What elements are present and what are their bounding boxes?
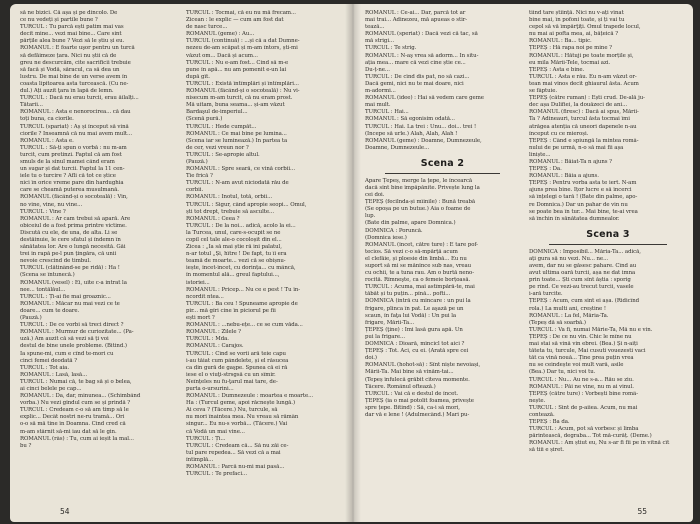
text-line: copil cel tale ale-o cocoloșit din el... <box>186 237 282 243</box>
text-line: ai cinci belele pe cap... <box>20 385 82 392</box>
text-line: TURCUL : Mda. <box>186 336 229 343</box>
text-line: smuls de la sinul mamei când eram <box>20 158 115 165</box>
text-line: ROMÂNUL : Măcar nu mai vezi ce te <box>20 300 120 307</box>
text-line: (Incepe să urle.) Alah, Alah, Alah ! <box>365 130 458 137</box>
text-line: să defăimeze țara. Nici nu știi că de <box>20 52 117 59</box>
text-line: TURCUL : Ți... <box>186 435 226 442</box>
text-line: TURCUL (spariat) : Aș și început să vină <box>20 123 129 130</box>
text-line: n-ar totul „Și, hître ! De fapt, tu îi era <box>186 251 287 258</box>
text-line: (Bea.) Dar tu, nici voi tu. <box>529 369 596 376</box>
text-line: după gît. <box>186 73 210 80</box>
text-line: să înțelegi o tară ! (Bate din palme, apo- <box>529 194 638 201</box>
text-line: ROMÂNUL : Pricep... Nu ce e pest ! Tu în- <box>186 286 301 293</box>
text-line: ROMÂNUL : Da, dar, minunea... (Schimbând <box>20 393 141 400</box>
text-line: purta o-ursurini... <box>186 385 234 392</box>
text-line: TURCUL : Va fi, numai Mărie-Ta, Mă nu e vin. <box>529 326 653 333</box>
text-line: dar vă e lene ! (Adulmecând.) Mari pu- <box>365 411 470 418</box>
text-line: TURCUL : De ce vorbi să treci direct ? <box>20 322 124 329</box>
text-line: ȚEPEȘ : Ba da. <box>529 419 570 426</box>
text-line: ROMÂNUL (speriat) : Dacă vezi că tac, să <box>365 31 478 38</box>
text-line: ca din gură de gaşpe. Spunea că ei ră <box>186 364 288 371</box>
text-line: cinci femei deodată ? <box>20 357 78 364</box>
text-line: Tăcere. Românul oftează.) <box>365 383 436 390</box>
text-line: DOMNICA : Imposibil... Măria-Ta... adică, <box>529 248 641 255</box>
text-line: spre țepe. Bitind) : Să, ca-i să mori, <box>365 404 460 411</box>
text-line: ROMÂNUL (vesel) : Ei, uite c-a intrat la <box>20 279 127 286</box>
text-column <box>20 10 178 492</box>
text-line: părțile alea bune ? Vezi să le știu și eu. <box>20 38 125 45</box>
text-line: sănătatea lor. Are o lungă necesită. Găi <box>20 244 126 251</box>
text-line: TURCUL : Nu... Au ne s-a... Rău se ziu. <box>529 376 634 383</box>
text-line: ajuns prea bine. Ițor lucre e să încerci <box>529 187 632 194</box>
text-line: TURCUL : Dacă nu erau turcii, erau ăilalți... <box>20 95 139 102</box>
text-line: greu ne descurcăm, cite sacrificii trebuie <box>20 59 131 66</box>
text-line: se fâptuie. <box>529 88 558 95</box>
text-line: de cer, vezi vreun nor ? <box>186 144 249 151</box>
text-line: i-ară turcite. <box>529 291 563 298</box>
text-line: ROMÂNUL : Parcă nu-mi mai pasă... <box>186 464 285 470</box>
text-line: ȚEPEȘ : Acum, cum sint ei așa. (Ridicînd <box>529 298 640 305</box>
text-line: ROMÂNUL : Zilele ? <box>186 329 241 336</box>
text-line: TURCUL : Sint de p-aiiea. Acum, nu mai <box>529 404 638 411</box>
text-line: ȚEPEȘ : De ce nu vin. Chic le mîne nu <box>529 333 632 340</box>
text-line: nevoie crescind de timbul. <box>20 258 91 265</box>
text-column <box>365 10 520 492</box>
text-line: Ai ceva ? (Tăcere.) Nu, turcule, să <box>186 407 278 414</box>
text-line: ROMÂNUL : ...nebu-ețe... ce se cum văda... <box>186 322 303 329</box>
text-line: scaun, în faţa lui Vodă) : Un pui la <box>365 312 457 319</box>
scene-heading: Scena 3 <box>586 228 630 240</box>
text-line: Bardaşul de-imperiul... <box>186 109 248 116</box>
text-line: ști tot drept, trebuie să asculte... <box>186 208 274 215</box>
text-line: dul.) Ați auzit ţara în lapă de lemn. <box>20 88 114 95</box>
text-line: tăbăt și tu puțin... pînă... pofti... <box>365 291 451 298</box>
text-line: să ne bizici. Că așa și pe dincolo. De <box>20 10 118 16</box>
text-line: nee... tontălăul... <box>20 286 66 293</box>
text-line: coasta lipitoarea asta turcească. (Cu ne- <box>20 80 129 87</box>
text-line: (Pauză.) <box>20 315 42 322</box>
text-line: ȚEPEȘ (către ruman) : Ești crud. De-ală ju- <box>529 95 645 102</box>
text-line: TURCUL : N-am avut niciodată rău de <box>186 180 289 187</box>
text-line: ȚEPEȘ : Da. <box>529 166 562 173</box>
text-line: ROMÂNUL : Asta e nenorocirea... că dau <box>20 109 131 116</box>
text-line: ROMÂNUL (idee) : Hai să vedem care geme <box>365 95 484 102</box>
text-line: TURCUL : Acum, pot să vorbesc și limba <box>529 426 639 433</box>
text-line: Tătarii... <box>20 102 43 109</box>
text-line: Neînțeles nu fu-ţarul mai tare, de- <box>186 378 278 385</box>
text-line: TURCUL : Vine ? <box>20 208 66 215</box>
text-line: ROMÂNUL : Hătuji pe toate morțile și, <box>529 52 634 59</box>
text-line: TURCUL : Cînd se vorii ară teie capu <box>186 350 286 357</box>
text-line: mai trai... Adinezeu, mă apueas o stir- <box>365 17 468 24</box>
text-column <box>186 10 348 492</box>
text-line: TURCUL : Hede cumpăt... <box>186 123 257 130</box>
text-line: ce nu vedeți și partile bune ? <box>20 17 98 24</box>
text-line: un sugar și dat turcii. Faptul la 11 cen- <box>20 166 125 173</box>
text-line: ȚEPEȘ : Când e spiungă la mintea româ- <box>529 137 639 144</box>
scene-rule <box>385 173 500 174</box>
text-line: ROMÂNUL : Păi ne vine, nu m ai vinul. <box>529 383 634 390</box>
text-line: ROMÂNUL (încet, către ture) : E tare pof- <box>365 241 478 248</box>
book-gutter <box>345 4 361 522</box>
text-line: tul pare repedea... Să vezi că a mai <box>186 449 281 456</box>
text-line: ROMÂNUL (fâcând-și o socoteală) : Nu vi- <box>186 88 300 95</box>
text-line: tean mai vînos decît ghiaurul ăsta. Acum <box>529 80 639 87</box>
text-line: nezeu de-am scăpat și m-am întors, ști-mi <box>186 45 298 52</box>
text-line: ROMÂNUL : Ceea ? <box>186 215 240 222</box>
text-line: pir... mă gîri cine în piciorul pe fii <box>186 307 276 314</box>
text-line: părintească, degraba... Tot mă-curăț. (Deme.) <box>529 433 652 440</box>
text-line: atrăgea atenția că uneori dapenele n-au <box>529 123 637 130</box>
text-line: ROMÂNUL : Băiat-Ta n ajuns ? <box>529 158 612 165</box>
text-line: TURCUL : De la noi... adică, acolo la ei... <box>186 222 296 229</box>
text-line: se poate bea în tur... Mai bine, te-ai vrea <box>529 208 638 215</box>
text-line: corbii. <box>186 187 204 194</box>
text-line: destul de bine unele probleme. (Bitind.) <box>20 343 127 350</box>
text-line: (Tepeș înfulecă grăbit cîteva momente. <box>365 376 470 383</box>
text-line: ROMÂNUL : N-aş vrea să adorm... În situ- <box>365 52 479 59</box>
text-line: Tie frică ? <box>186 173 213 180</box>
text-line: Mă uitam, buna seama... și-am văzut <box>186 102 285 109</box>
text-line: ROMÂNUL (geme) : Doamne, Dumnezeule, <box>365 137 482 144</box>
text-line: m-adormi... <box>365 88 396 95</box>
text-line: DOMNICA (intră cu mîncare : un pui la <box>365 298 471 305</box>
text-line: ROMÂNUL : Ba... tipic. <box>529 38 592 45</box>
text-line: tează... <box>365 24 385 31</box>
text-line: de nasc turce... <box>186 24 228 31</box>
text-line: să facă și Vodă, săracul, ca să dea un <box>20 66 120 73</box>
text-line: trei în rapă pe-l pun țingăra, că unii <box>20 251 117 258</box>
text-line: ROMÂNUL : Ce-ai... Dar, parcă tot ar <box>365 10 466 16</box>
left-page <box>10 4 353 522</box>
text-line: ația mea... mare că vezi cine știe ce... <box>365 59 466 66</box>
text-line: doi.) <box>365 355 377 362</box>
text-line: iele tu o turcire ? Afli că tot ce știce <box>20 173 116 180</box>
text-line: TURCUL (clătinând-se pe ridă) : Ha ! <box>20 265 120 272</box>
text-line: TURCUL : Acuma, mai astîmpără-te, mai <box>365 284 475 291</box>
text-line: ROMÂNUL : Asta e. <box>20 137 74 144</box>
text-line: TURCUL : Vai că e destul de încet. <box>365 390 459 397</box>
text-line: (Domnica iese.) <box>365 234 407 241</box>
text-line: o-o să mă tine în Doamna. Cind cred că <box>20 421 126 428</box>
text-line: re Domnica.) Dar un pahar de vin nu <box>529 201 628 208</box>
text-line: pune în apă... nu am pomenit e-un lai <box>186 66 287 73</box>
text-line: TURCUL : Ba ceu ! Spuneame apropie de <box>186 300 298 307</box>
text-line: contează. <box>529 411 555 418</box>
text-line: (Scena se întunecă.) <box>20 272 75 279</box>
text-line: tecios. Să vezi c-o să-mpărță acum <box>365 248 458 255</box>
text-line: bine mai, în pofoni toate, și ți vai tu <box>529 17 625 24</box>
text-line: ești mort ? <box>186 315 215 322</box>
text-line: frigare, Mării-Ta... <box>365 319 415 326</box>
text-line: Du-ț-ne... <box>365 66 390 73</box>
text-line: ROMÂNUL : Ar cam trebui să apară. Are <box>20 215 131 222</box>
text-line: obiceiul de a fost prima printre victime. <box>20 222 127 229</box>
text-line: ROMÂNUL (firesc) : Dacă ai spus, Mării- <box>529 109 639 116</box>
text-line: nu mori înaintea mea. Nu vreau să rămân <box>186 414 299 421</box>
text-line: TURCUL : Să-ți spun o vorbă : nu m-am <box>20 144 127 151</box>
text-line: ROMÂNUL : Ce mai bine pe lumina... <box>186 130 287 137</box>
text-line: ncordit ntea... <box>186 293 224 300</box>
text-line: TURCUL : Nu e-am fost... Cind să m-e <box>186 59 289 66</box>
text-line: Ta ? Adineauri, turcul ăsta tocmai îmi <box>529 116 630 123</box>
text-line: început cu ce mieroși. <box>529 130 589 137</box>
right-page <box>353 4 693 522</box>
text-line: care se cheamă puterea musulmană. <box>20 187 119 194</box>
text-line: mai stai să vină vin ebrei. (Bea.) Și n-aiți <box>529 341 638 348</box>
text-line: TURCUL : Asta e rău. Eu n-am văzut or- <box>529 73 637 80</box>
text-line: ROMÂNUL : Spre seară, ce vină corbii... <box>186 166 296 173</box>
text-line: TURCUL : Tu parcă ești patim mai vas <box>20 24 124 31</box>
text-line: ROMÂNUL (râs) : Tu, cum ai ieșit la mal... <box>20 435 134 442</box>
text-line: suport să mi se mănînce sub nas, vreau <box>365 263 472 269</box>
text-line: toți buna, ca ciorile. <box>20 116 74 123</box>
text-line: avem, dar nu se găsesc pahare. Cînd au <box>529 263 637 269</box>
text-line: ROMÂNUL (geme) : Au... <box>186 31 255 38</box>
text-line: no vine, vine, nu vine... <box>20 201 83 208</box>
text-line: ȚEPEȘ : Tot. Aci, cu ei. (Arată spre cei <box>365 348 469 355</box>
text-line: (Bate din palme, apare Domnica.) <box>365 220 456 227</box>
text-line: TURCUL : Hai. La trei : Unu... doi... trei ! <box>365 123 477 130</box>
text-line: TURCUL : Te strig. <box>365 45 417 52</box>
text-line: teamă de moarte... vezi că se obișnu- <box>186 258 286 265</box>
text-line: dacă sînt bine împăpănite. Privește lung la <box>365 184 480 191</box>
text-line: ROMÂNUL : Carajos. <box>186 343 244 350</box>
text-line: TURCUL : Credeam că... Să nu zăi ce- <box>186 442 289 449</box>
page-number-left: 54 <box>60 507 70 516</box>
text-line: (Tepeș dă să soarbă.) <box>529 319 586 326</box>
text-line: să închin în sănătatea dumnealor. <box>529 215 620 222</box>
text-line: TURCUL : Există întîmplări și întîmplări... <box>186 80 299 87</box>
text-line: nului de pe urmă, n-o să mai fii așa <box>529 144 624 151</box>
text-line: TURCUL : Se-apropie altul. <box>186 151 260 158</box>
text-line: turcit, cum pretinzi. Faptul că am fost <box>20 151 122 158</box>
text-line: ROMÂNUL : E foarte uşor pentru un turcă <box>20 45 135 52</box>
text-line: mai mult. <box>365 102 391 109</box>
text-line: uză.) Am auzit că să vezi să ți voi <box>20 336 109 343</box>
text-line: pe rînd. Ce vezi-au trecut turcii, vasele <box>529 284 634 291</box>
text-line: rola.) La multi ani, creștine ! <box>529 305 606 312</box>
text-line: DOMNICA : Poruncă. <box>365 227 423 234</box>
text-line: ROMÂNUL : Murmur de curiozitate... (Pa- <box>20 329 134 336</box>
text-line: Zicea : „Ia să mai știe ră ini palatul, <box>186 244 282 251</box>
text-line: eu mila Mării-Tele, tocmai azi. <box>529 59 611 66</box>
text-line: ROMÂNUL : Înotul, totă, orbii... <box>186 194 273 201</box>
text-line: (Se opoșa pe un butue.) Aia o foame de <box>365 206 471 213</box>
text-line: cu ochii, te a tuna rau. Am o burtă neno- <box>365 270 474 277</box>
text-line: frigare, plinca în pat. Le aşază pe un <box>365 305 464 312</box>
text-line: în momentul ală... greul faptului..., <box>186 272 280 279</box>
text-line: ROMÂNUL : Dumnezeule : moartea e moarte... <box>186 393 314 400</box>
text-line: ȚEPEȘ (către ture) : Vorbești bine româ- <box>529 390 638 397</box>
text-line: pui la frigare... <box>365 333 406 340</box>
text-line: tăteta tu, turcule, Mai cusuti vouezesti vaci <box>529 348 646 355</box>
text-line: Mării-Ta. Mai bine să vinăm-tai... <box>365 369 454 376</box>
text-line: ROMÂNUL : Băia a ajuns. <box>529 173 599 180</box>
scene-heading: Scena 2 <box>420 157 465 169</box>
page-number-right: 55 <box>637 507 647 516</box>
text-column <box>529 10 687 492</box>
text-line: destăinuie, le cere sfatul și îndemn în <box>20 237 121 243</box>
text-line: nu mai ai pofta mea, ai, bățeică ? <box>529 31 619 38</box>
text-line: avut ultima oară turcii, așa ne dat imna <box>529 270 636 277</box>
text-line: dec așa Dulifiei, la douăzeci de ani... <box>529 102 628 109</box>
text-line: ROMÂNUL : Lasă, lasă... <box>20 371 88 378</box>
text-line: ȚEPEȘ : Asta e bine. <box>529 66 585 73</box>
text-line: TURCUL : Te prefaci... <box>186 471 247 478</box>
text-line: să tiii e șiret. <box>529 447 564 454</box>
text-line: doare... cum te doare. <box>20 307 80 314</box>
scene-rule <box>549 244 667 245</box>
text-line: cei doi. <box>365 192 385 199</box>
text-line: (Scenă pură.) <box>186 116 223 123</box>
text-line: (Scena iar se luminează.) În partea ta <box>186 137 288 144</box>
text-line: lup. <box>365 213 376 220</box>
text-line: ȚEPEȘ : Pentru vorba asta te iert. N-am <box>529 180 637 187</box>
text-line: TURCUL : Tocmai, că eu nu mă frecam... <box>186 10 296 16</box>
text-line: tiind tare știință. Nici nu v-ați vînat <box>529 10 624 16</box>
text-line: Apare Țepeș, merge la țepe, le încearcă <box>365 177 473 184</box>
text-line: lustru. De mai bine de un verse avem în <box>20 73 128 80</box>
text-line: ciorile ? Înseamnă că nu mai avem mult... <box>20 130 133 137</box>
text-line: Doamne, Dumnezeule... <box>365 144 430 151</box>
text-line: nici în orice vreme pare din hardughia <box>20 180 124 187</box>
text-line: (Pauză.) <box>186 158 208 165</box>
text-line: decit mine... vezi mai bine... Care sint <box>20 31 122 38</box>
text-line: ȚEPEȘ (fecilnda-și mîinile) : Bună treabă <box>365 199 476 206</box>
text-line: TURCUL (continuă) : ...și că a dat Dumne- <box>186 38 300 45</box>
text-line: ȚEPEȘ (ia o mai potolit foamea, privește <box>365 397 474 404</box>
text-line: bu ? <box>20 442 32 449</box>
text-line: ROMÂNUL : Să egonisim odată... <box>365 116 455 123</box>
text-line: TURCUL : Hai... <box>365 109 409 116</box>
text-line: la Turcea, unul, care-s-ocupit se ne <box>186 229 281 236</box>
text-line: Ia spune-mi, cum e cînd te-mori cu <box>20 350 114 357</box>
text-line: nisecum m-am turcit, că nu eram prost. <box>186 95 293 102</box>
text-line: Zicean : le explic — cum am fost dat <box>186 17 284 24</box>
text-line: TURCUL : Tot aia. <box>20 364 70 371</box>
text-line: istoriei... <box>186 279 210 286</box>
text-line: Dacă gemi, nici nu te mai doare, nici <box>365 80 464 87</box>
text-line: ați gura să nu vezi. Nu... ne... <box>529 255 609 262</box>
text-line: văzut om... Dacă și acum... <box>186 52 258 59</box>
text-line: i-au tăiat cum pândelete, și el răsucea <box>186 357 289 364</box>
text-line: rocită. Rîmneşte, ca o femeie borțoasă. <box>365 277 471 284</box>
text-line: ROMÂNUL : Am știut eu, Nu s-ar fi fii pe în vitnă cît <box>529 440 670 447</box>
text-line: TURCUL : De cînd dis pat, no să cazi... <box>365 73 470 80</box>
text-line: explic... Decât nostri ne-ru tramă... Ori <box>20 414 125 421</box>
text-line: ȚEPEȘ : Hă rapa noi pe mine ? <box>529 45 612 52</box>
text-line: liniște... <box>529 151 551 158</box>
text-line: întîmplă... <box>186 456 214 463</box>
text-line: ROMÂNUL (hohot-să) : Sînt niște nevoiași, <box>365 362 481 369</box>
text-line: TURCUL : Ți-ai fie mai groaznic... <box>20 293 111 300</box>
text-line: mă strigi... <box>365 38 394 45</box>
text-line: prin toate... Ști cum sînt ăștia : sporig <box>529 277 631 284</box>
text-line: iește, încet-încet, cu dorința... cu mâncă, <box>186 265 296 272</box>
text-line: cepol să vă împărţiți. Omul trapede locul, <box>529 24 641 31</box>
text-line: nu se ceindește voi mult vară, asile <box>529 362 624 369</box>
text-line: TURCUL : Sigur, când apropie seopi... Omul, <box>186 201 307 208</box>
text-line: Discută cu ele, de una, de alta. Li se <box>20 229 118 236</box>
text-line: DOMNICA : Dioară, mîncicl tot aici ? <box>365 341 465 348</box>
text-line: ȚEPEȘ (ţine) : Imi lasă gura apă. Un <box>365 326 463 333</box>
text-line: iese el o viuţi-strsgsă cu un sîmir. <box>186 371 276 378</box>
text-line: vorba.) Nu vezi gîndul cum se și prindă ? <box>20 400 131 407</box>
text-line: el clefăie, și ploesie din limbă... Eu nu <box>365 255 467 262</box>
text-line: Ha : (Turcul geme, apoi răcnește lungă.) <box>186 400 296 407</box>
text-line: singur... Eu nu-s vorbă... (Tăcere.) Vai <box>186 421 288 428</box>
text-line: tăt ca vină nouă... Ține prea puțin vrea <box>529 355 634 362</box>
text-line: ROMÂNUL (fâcând-și o socoteală) : Vin, <box>20 194 128 201</box>
text-line: că Vodă un mai vine... <box>186 428 245 435</box>
text-line: m-am stârnit să-mi iau dat să le gin. <box>20 428 117 435</box>
text-line: nește. <box>529 397 546 404</box>
text-line: TURCUL : Credeam c-o să am timp să le <box>20 407 129 414</box>
text-line: TURCUL : Numai că, te bag să și o belea, <box>20 378 132 385</box>
text-line: ROMÂNUL : La fel, Măria-Ta. <box>529 312 609 319</box>
